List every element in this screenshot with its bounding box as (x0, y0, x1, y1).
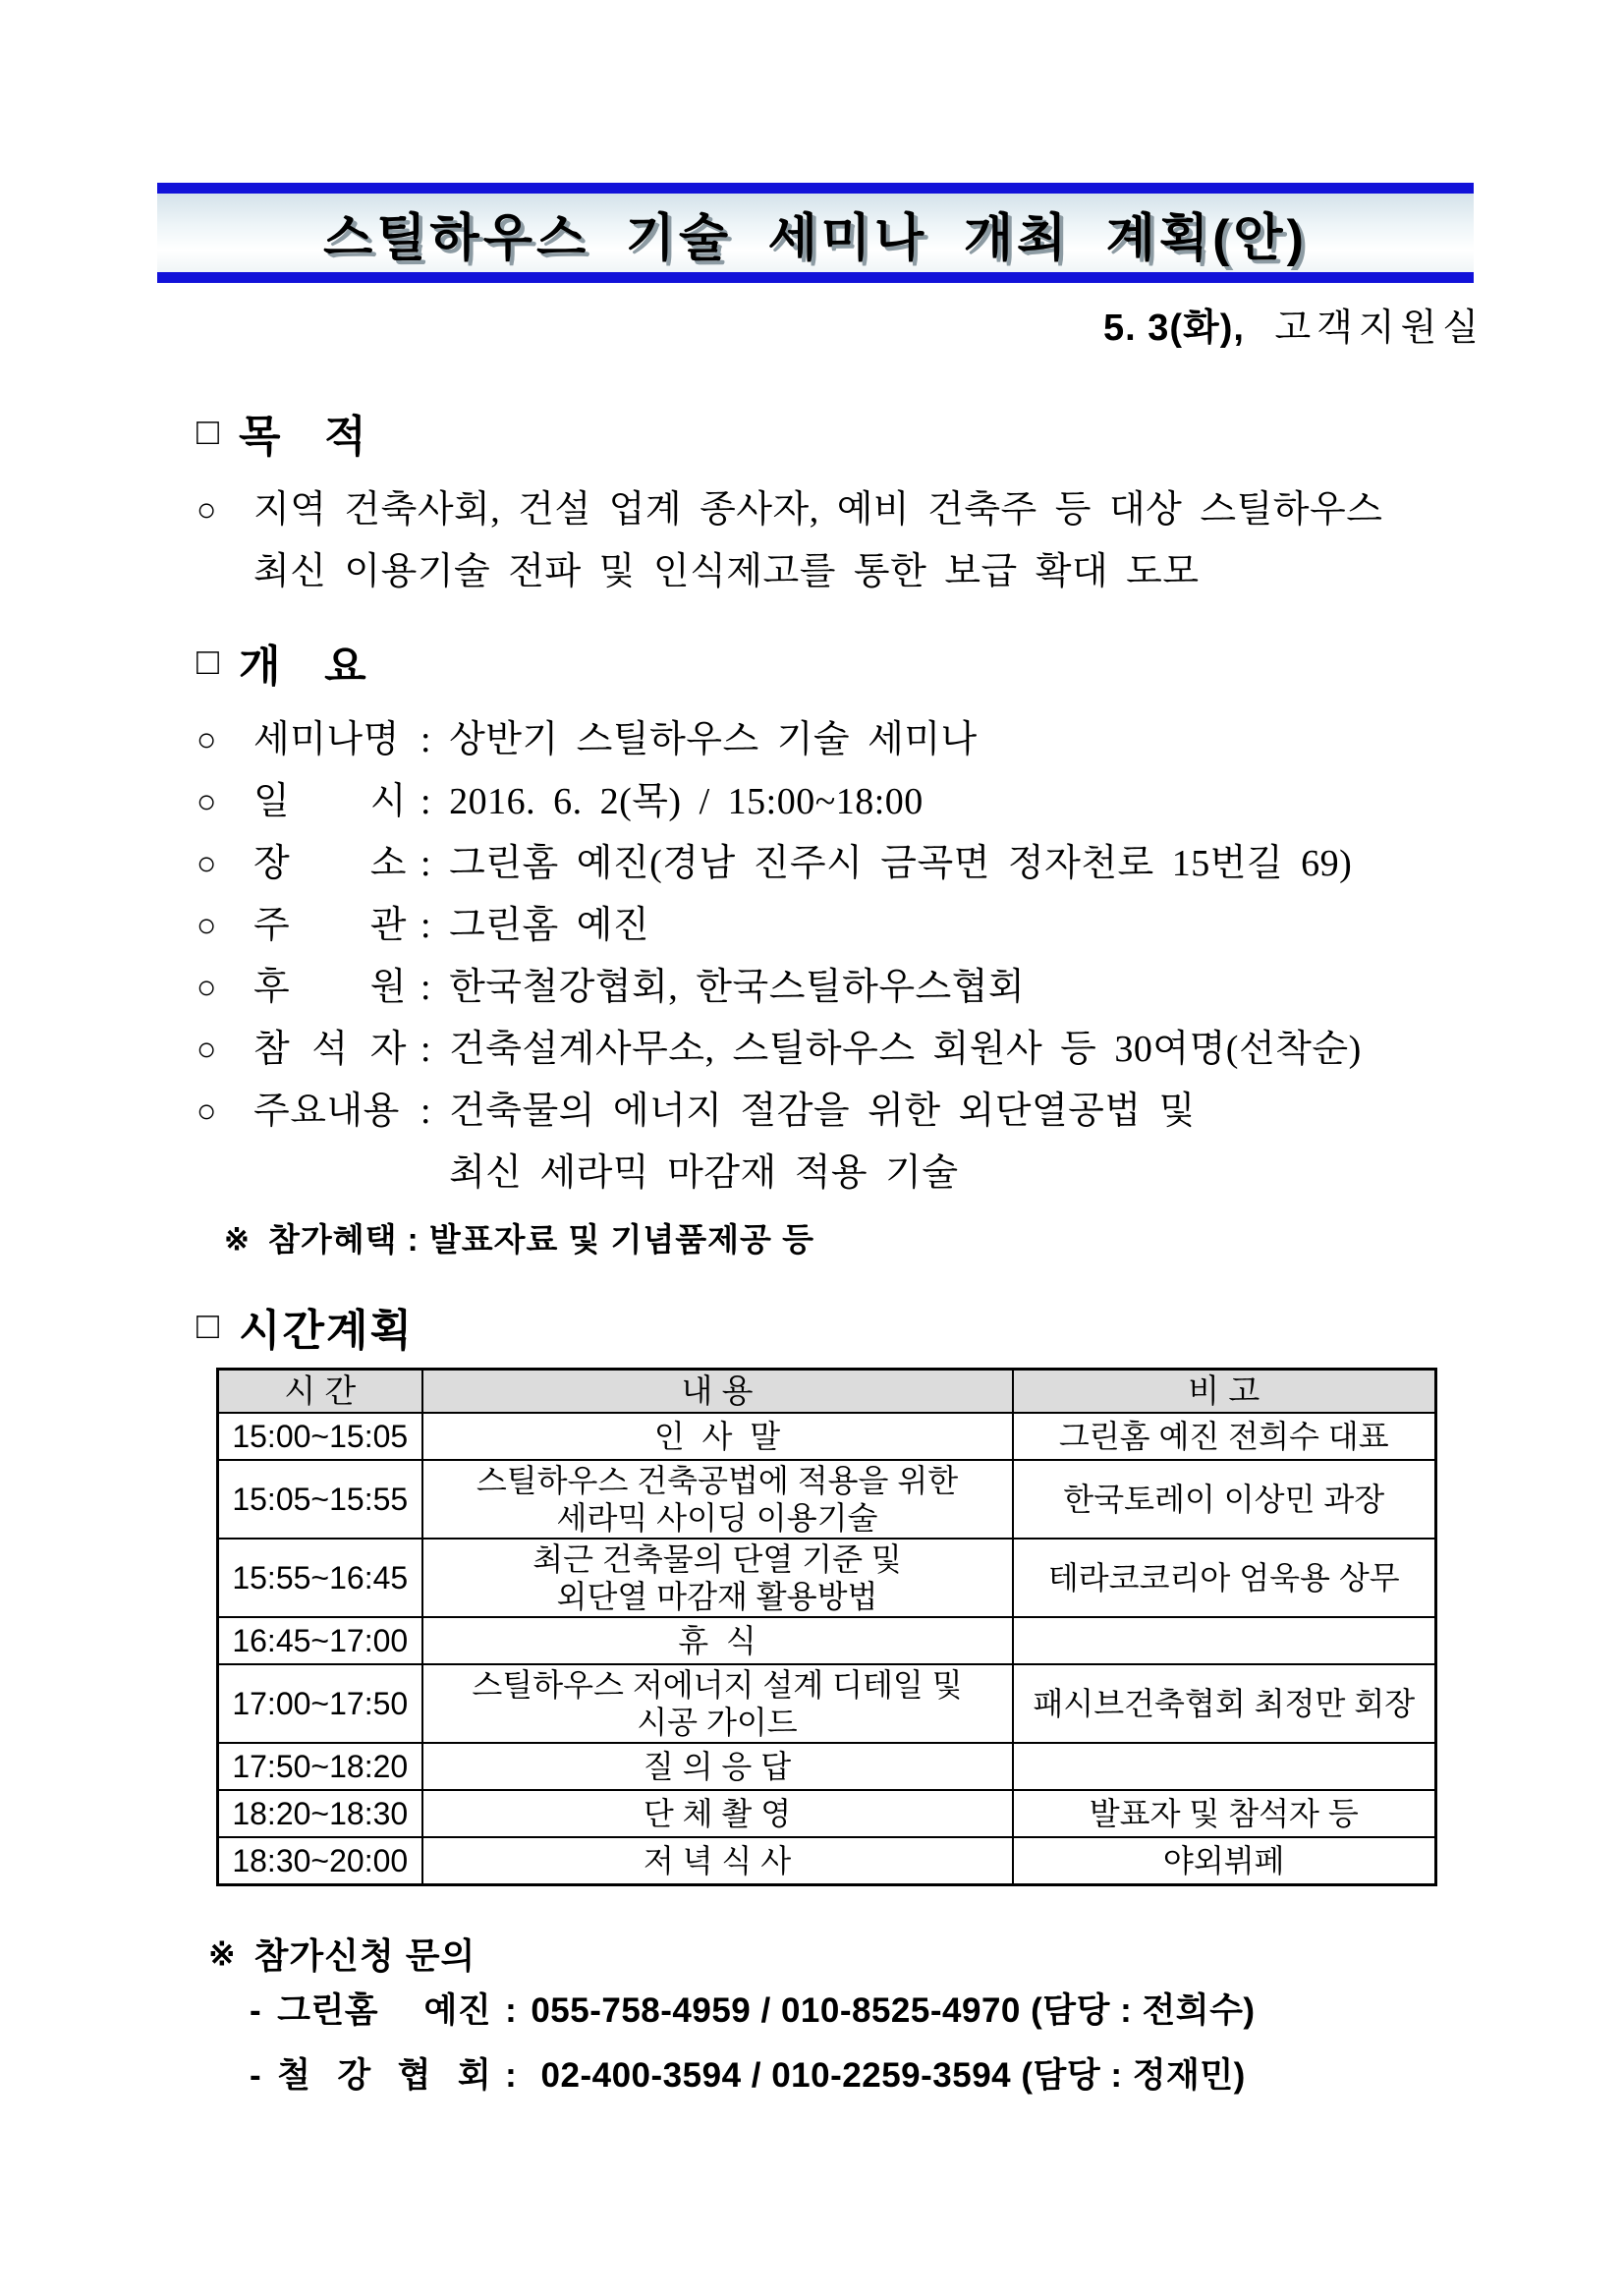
reference-mark-icon: ※ (208, 1934, 237, 1972)
circle-bullet-icon: ○ (196, 1093, 218, 1130)
department-text: 고객지원실 (1274, 308, 1484, 349)
note-cell: 야외뷔페 (1013, 1837, 1436, 1884)
contact-line (250, 2044, 1544, 2108)
time-cell: 15:05~15:55 (218, 1460, 422, 1539)
schedule-heading: 시간계획 (238, 1307, 414, 1355)
purpose-heading: 목 적 (238, 413, 368, 461)
content-cell: 인 사 말 (422, 1413, 1013, 1460)
time-cell: 18:30~20:00 (218, 1837, 422, 1884)
circle-bullet-icon: ○ (196, 970, 218, 1006)
time-cell: 15:55~16:45 (218, 1539, 422, 1617)
note-cell: 한국토레이 이상민 과장 (1013, 1460, 1436, 1539)
overview-item-value: 그린홈 예진(경남 진주시 금곡면 정자천로 15번길 69) (449, 843, 1353, 884)
overview-item (196, 771, 1533, 833)
contact-separator: : (505, 1991, 518, 2030)
note-cell: 패시브건축협회 최정만 회장 (1013, 1664, 1436, 1743)
overview-item-separator: : (420, 781, 432, 822)
schedule-table (216, 1368, 1437, 1886)
contact-phones: 055-758-4959 / 010-8525-4970 (담당 : 전희수) (531, 1991, 1256, 2030)
overview-item (196, 957, 1533, 1019)
time-cell: 17:50~18:20 (218, 1743, 422, 1790)
overview-items (196, 709, 1533, 1204)
overview-item-separator: : (420, 905, 432, 946)
contact-section (208, 1928, 1544, 2108)
content-cell: 스틸하우스 건축공법에 적용을 위한 세라믹 사이딩 이용기술 (422, 1460, 1013, 1539)
schedule-row (218, 1617, 1436, 1664)
circle-bullet-icon: ○ (196, 784, 218, 820)
schedule-heading-row (196, 1295, 1533, 1358)
content-cell: 휴 식 (422, 1617, 1013, 1664)
schedule-row (218, 1664, 1436, 1743)
benefit-note-text: 참가혜택 : 발표자료 및 기념품제공 등 (267, 1221, 814, 1258)
overview-item-label: 참 석 자 (253, 1029, 407, 1070)
overview-item-separator: : (420, 719, 432, 760)
square-marker-icon: □ (196, 411, 219, 453)
overview-item-label: 장 소 (253, 843, 407, 884)
note-cell (1013, 1743, 1436, 1790)
purpose-text: 지역 건축사회, 건설 업계 종사자, 예비 건축주 등 대상 스틸하우스 최신 이용기술 전파 및 인식제고를 통한 보급 확대 도모 (253, 489, 1383, 592)
schedule-row (218, 1790, 1436, 1837)
overview-item (196, 895, 1533, 957)
overview-item-separator: : (420, 843, 432, 884)
schedule-row (218, 1413, 1436, 1460)
overview-item-value: 건축물의 에너지 절감을 위한 외단열공법 및 최신 세라믹 마감재 적용 기술 (449, 1091, 1196, 1194)
schedule-row (218, 1460, 1436, 1539)
time-cell: 16:45~17:00 (218, 1617, 422, 1664)
banner-bottom-bar (157, 272, 1474, 283)
reference-mark-icon: ※ (224, 1222, 251, 1257)
note-cell: 그린홈 예진 전희수 대표 (1013, 1413, 1436, 1460)
column-header-note: 비 고 (1013, 1370, 1436, 1414)
overview-item-value: 한국철강협회, 한국스틸하우스협회 (449, 967, 1026, 1008)
content-cell: 단 체 촬 영 (422, 1790, 1013, 1837)
schedule-row (218, 1539, 1436, 1617)
overview-item (196, 833, 1533, 895)
note-cell (1013, 1617, 1436, 1664)
content-cell: 스틸하우스 저에너지 설계 디테일 및 시공 가이드 (422, 1664, 1013, 1743)
date-line (1103, 297, 1484, 351)
overview-item-value: 건축설계사무소, 스틸하우스 회원사 등 30여명(선착순) (449, 1029, 1362, 1070)
overview-item-separator: : (420, 1029, 432, 1070)
schedule-header-row (218, 1370, 1436, 1414)
square-marker-icon: □ (196, 641, 219, 683)
purpose-bullet-row (196, 479, 1503, 603)
content-cell: 질 의 응 답 (422, 1743, 1013, 1790)
contact-separator: : (505, 2056, 518, 2095)
schedule-row (218, 1837, 1436, 1884)
contact-org: 그린홈 예진 (277, 1991, 492, 2030)
column-header-content: 내 용 (422, 1370, 1013, 1414)
document-title: 스틸하우스 기술 세미나 개최 계획(안) (323, 209, 1308, 267)
overview-heading-row (196, 631, 1533, 694)
overview-item-label: 주 관 (253, 905, 407, 946)
overview-item (196, 1081, 1533, 1204)
title-banner (157, 183, 1474, 283)
benefit-note-row (224, 1216, 1533, 1263)
overview-item-value: 그린홈 예진 (449, 905, 650, 946)
banner-top-bar (157, 183, 1474, 194)
dash-icon: - (250, 1991, 262, 2030)
dash-icon: - (250, 2056, 262, 2095)
time-cell: 18:20~18:30 (218, 1790, 422, 1837)
overview-item-label: 일 시 (253, 781, 407, 822)
overview-item-label: 주요내용 (253, 1091, 400, 1132)
note-cell: 발표자 및 참석자 등 (1013, 1790, 1436, 1837)
overview-item-label: 후 원 (253, 967, 407, 1008)
overview-item-label: 세미나명 (253, 719, 400, 760)
overview-section (196, 631, 1533, 1263)
overview-item-separator: : (420, 967, 432, 1008)
time-cell: 15:00~15:05 (218, 1413, 422, 1460)
overview-heading: 개 요 (238, 643, 368, 691)
contact-heading-row (208, 1928, 1544, 1979)
contact-org: 철 강 협 회 (277, 2056, 492, 2095)
contact-line (250, 1979, 1544, 2044)
time-cell: 17:00~17:50 (218, 1664, 422, 1743)
overview-item (196, 1019, 1533, 1081)
overview-item (196, 709, 1533, 771)
purpose-heading-row (196, 401, 1503, 464)
circle-bullet-icon: ○ (196, 492, 218, 529)
contact-heading: 참가신청 문의 (253, 1934, 476, 1976)
column-header-time: 시 간 (218, 1370, 422, 1414)
overview-item-value: 2016. 6. 2(목) / 15:00~18:00 (449, 781, 924, 822)
circle-bullet-icon: ○ (196, 1032, 218, 1068)
square-marker-icon: □ (196, 1305, 219, 1347)
schedule-row (218, 1743, 1436, 1790)
contact-phones: 02-400-3594 / 010-2259-3594 (담당 : 정재민) (531, 2056, 1246, 2095)
overview-item-separator: : (420, 1091, 432, 1132)
circle-bullet-icon: ○ (196, 846, 218, 882)
schedule-section (196, 1295, 1533, 1886)
note-cell: 테라코코리아 엄욱용 상무 (1013, 1539, 1436, 1617)
content-cell: 저 녁 식 사 (422, 1837, 1013, 1884)
purpose-section (196, 401, 1503, 603)
circle-bullet-icon: ○ (196, 908, 218, 944)
overview-item-value: 상반기 스틸하우스 기술 세미나 (449, 719, 978, 760)
banner-body (157, 194, 1474, 272)
date-text: 5. 3(화), (1102, 308, 1245, 349)
circle-bullet-icon: ○ (196, 722, 218, 758)
content-cell: 최근 건축물의 단열 기준 및 외단열 마감재 활용방법 (422, 1539, 1013, 1617)
